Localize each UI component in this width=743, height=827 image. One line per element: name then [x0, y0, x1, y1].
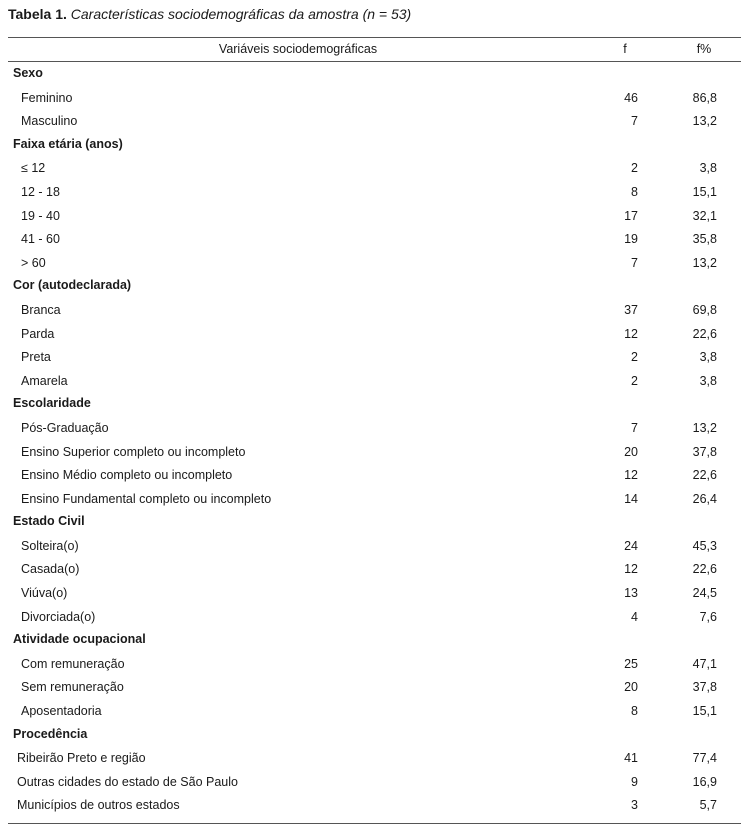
table-row — [8, 87, 741, 111]
table-row — [8, 794, 741, 818]
row-percent: 47,1 — [692, 656, 717, 671]
row-frequency: 9 — [631, 774, 638, 789]
section-title: Sexo — [13, 66, 43, 80]
row-percent: 5,7 — [699, 798, 717, 813]
row-frequency: 2 — [631, 350, 638, 365]
table-row — [8, 653, 741, 677]
row-label: Parda — [21, 326, 55, 341]
row-label: 19 - 40 — [21, 208, 60, 223]
header-frequency: f — [623, 42, 627, 56]
row-frequency: 4 — [631, 609, 638, 624]
table-row — [8, 606, 741, 630]
row-frequency: 7 — [631, 255, 638, 270]
row-label: ≤ 12 — [21, 161, 46, 176]
row-frequency: 12 — [624, 326, 638, 341]
row-label: 41 - 60 — [21, 232, 60, 247]
section-header — [8, 63, 741, 87]
section-group — [8, 511, 741, 629]
table-row — [8, 323, 741, 347]
bottom-rule — [8, 823, 741, 824]
table-row — [8, 417, 741, 441]
header-variables: Variáveis sociodemográficas — [218, 42, 378, 56]
row-label: Aposentadoria — [21, 704, 102, 719]
row-percent: 77,4 — [692, 751, 717, 766]
row-frequency: 37 — [624, 302, 638, 317]
section-header — [8, 724, 741, 748]
table-row — [8, 535, 741, 559]
table-row — [8, 110, 741, 134]
section-group — [8, 63, 741, 134]
section-title: Escolaridade — [13, 396, 91, 411]
row-percent: 86,8 — [692, 90, 717, 105]
section-group — [8, 629, 741, 723]
table-header — [8, 38, 741, 61]
section-header — [8, 511, 741, 535]
table-row — [8, 558, 741, 582]
row-label: > 60 — [21, 255, 46, 270]
row-percent: 15,1 — [692, 184, 717, 199]
row-label: Com remuneração — [21, 656, 125, 671]
row-percent: 16,9 — [692, 774, 717, 789]
table-title: Características sociodemográficas da amostra (n = 53) — [70, 6, 412, 22]
table-row — [8, 676, 741, 700]
row-label: Masculino — [21, 114, 78, 129]
section-title: Atividade ocupacional — [13, 632, 146, 647]
section-title: Cor (autodeclarada) — [13, 278, 132, 293]
table-row — [8, 771, 741, 795]
table-row — [8, 441, 741, 465]
row-percent: 22,6 — [692, 468, 717, 483]
row-frequency: 25 — [624, 656, 638, 671]
table-row — [8, 464, 741, 488]
table-row — [8, 488, 741, 512]
row-frequency: 13 — [624, 586, 638, 601]
table-caption — [8, 6, 411, 22]
section-title: Procedência — [13, 726, 88, 741]
table-row — [8, 370, 741, 394]
row-frequency: 12 — [624, 468, 638, 483]
row-label: 12 - 18 — [21, 184, 60, 199]
row-percent: 24,5 — [692, 586, 717, 601]
row-label: Outras cidades do estado de São Paulo — [17, 774, 238, 789]
row-percent: 22,6 — [692, 326, 717, 341]
row-frequency: 19 — [624, 232, 638, 247]
row-label: Amarela — [21, 373, 68, 388]
row-label: Casada(o) — [21, 562, 80, 577]
row-percent: 3,8 — [699, 350, 717, 365]
section-header — [8, 393, 741, 417]
row-frequency: 24 — [624, 538, 638, 553]
row-frequency: 46 — [624, 90, 638, 105]
row-label: Ensino Fundamental completo ou incompleto — [21, 491, 272, 506]
table-row — [8, 582, 741, 606]
row-percent: 3,8 — [699, 161, 717, 176]
header-rule — [8, 61, 741, 62]
table-row — [8, 181, 741, 205]
row-percent: 15,1 — [692, 704, 717, 719]
section-header — [8, 629, 741, 653]
table-row — [8, 747, 741, 771]
row-percent: 22,6 — [692, 562, 717, 577]
table-row — [8, 299, 741, 323]
section-group — [8, 724, 741, 818]
row-frequency: 2 — [631, 373, 638, 388]
row-percent: 26,4 — [692, 491, 717, 506]
header-percent: f% — [696, 42, 712, 56]
row-frequency: 7 — [631, 420, 638, 435]
section-header — [8, 275, 741, 299]
row-label: Divorciada(o) — [21, 609, 96, 624]
row-label: Sem remuneração — [21, 680, 124, 695]
row-label: Solteira(o) — [21, 538, 79, 553]
section-group — [8, 393, 741, 511]
row-frequency: 8 — [631, 704, 638, 719]
row-label: Branca — [21, 302, 61, 317]
row-percent: 32,1 — [692, 208, 717, 223]
row-frequency: 20 — [624, 444, 638, 459]
section-title: Estado Civil — [13, 514, 85, 529]
row-frequency: 41 — [624, 751, 638, 766]
row-percent: 69,8 — [692, 302, 717, 317]
row-percent: 13,2 — [692, 114, 717, 129]
row-percent: 7,6 — [699, 609, 717, 624]
row-percent: 13,2 — [692, 255, 717, 270]
table-row — [8, 346, 741, 370]
row-frequency: 14 — [624, 491, 638, 506]
table-body — [8, 63, 741, 821]
row-label: Ensino Superior completo ou incompleto — [21, 444, 246, 459]
section-group — [8, 134, 741, 276]
table-row — [8, 252, 741, 276]
section-group — [8, 275, 741, 393]
section-title: Faixa etária (anos) — [13, 136, 123, 151]
row-percent: 37,8 — [692, 680, 717, 695]
row-frequency: 17 — [624, 208, 638, 223]
table-row — [8, 157, 741, 181]
row-frequency: 3 — [631, 798, 638, 813]
row-percent: 13,2 — [692, 420, 717, 435]
row-label: Feminino — [21, 90, 73, 105]
row-label: Preta — [21, 350, 51, 365]
row-percent: 3,8 — [699, 373, 717, 388]
table-row — [8, 700, 741, 724]
row-label: Pós-Graduação — [21, 420, 109, 435]
table-number: Tabela 1. — [8, 6, 67, 22]
row-label: Ensino Médio completo ou incompleto — [21, 468, 233, 483]
row-label: Municípios de outros estados — [17, 798, 180, 813]
row-frequency: 8 — [631, 184, 638, 199]
row-label: Ribeirão Preto e região — [17, 751, 146, 766]
row-percent: 35,8 — [692, 232, 717, 247]
section-header — [8, 134, 741, 158]
table-row — [8, 228, 741, 252]
row-percent: 45,3 — [692, 538, 717, 553]
row-label: Viúva(o) — [21, 586, 68, 601]
row-frequency: 12 — [624, 562, 638, 577]
table-row — [8, 205, 741, 229]
row-frequency: 2 — [631, 161, 638, 176]
row-frequency: 20 — [624, 680, 638, 695]
row-frequency: 7 — [631, 114, 638, 129]
row-percent: 37,8 — [692, 444, 717, 459]
